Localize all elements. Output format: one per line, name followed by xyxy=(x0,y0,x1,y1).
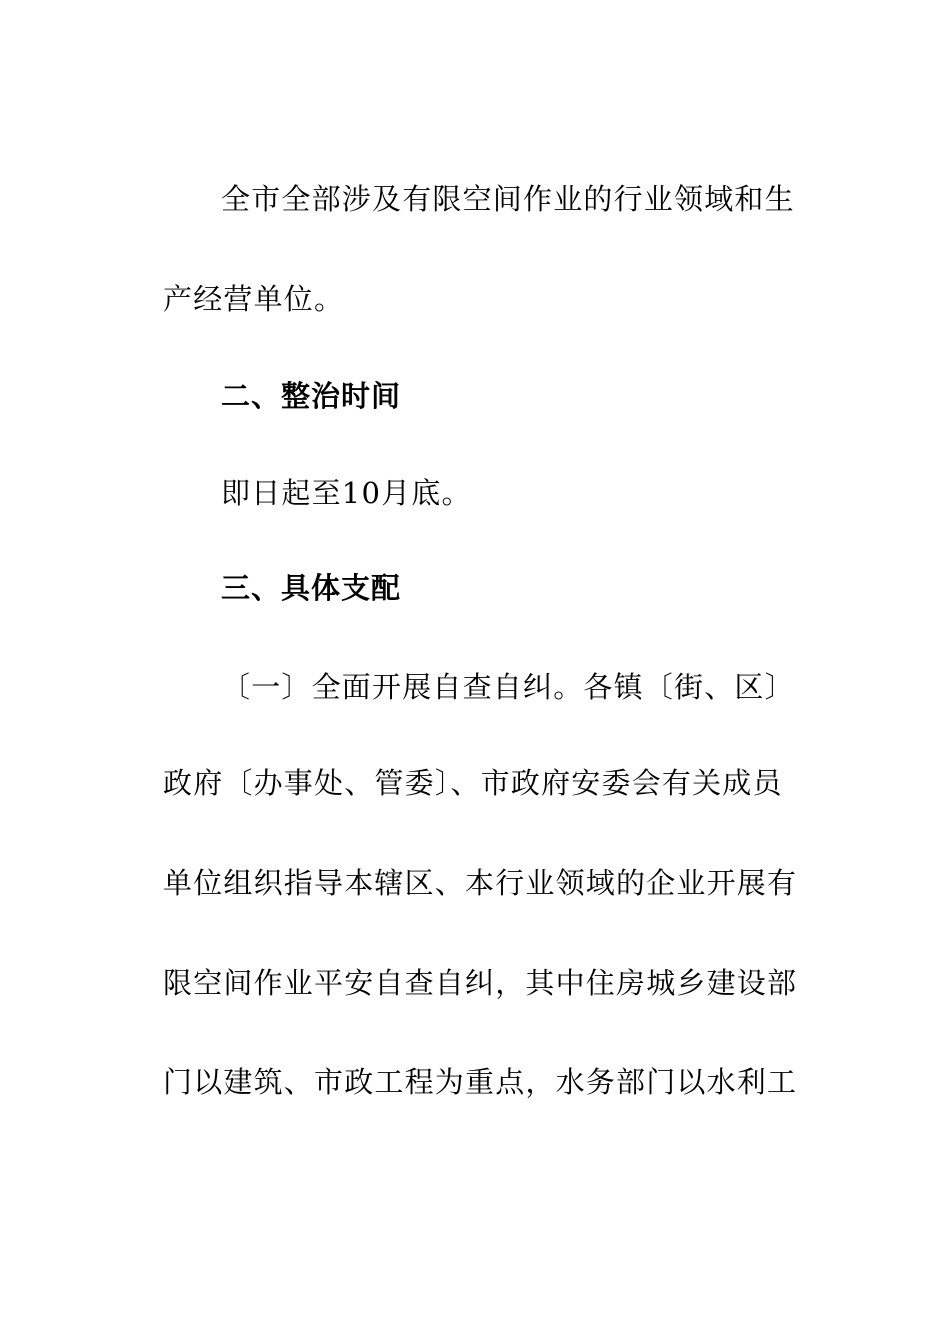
section-heading-3: 三、具体支配 xyxy=(221,571,402,605)
body-line-5: 政府〔办事处、管委〕、市政府安委会有关成员 xyxy=(163,766,783,800)
body-line-8: 门以建筑、市政工程为重点，水务部门以水利工 xyxy=(163,1065,798,1099)
body-line-4: 〔一〕全面开展自查自纠。各镇〔街、区〕 xyxy=(221,670,795,704)
body-line-6: 单位组织指导本辖区、本行业领域的企业开展有 xyxy=(163,866,798,900)
body-line-1: 全市全部涉及有限空间作业的行业领域和生 xyxy=(221,182,795,216)
body-line-3: 即日起至10月底。 xyxy=(221,476,472,510)
body-line-2: 产经营单位。 xyxy=(163,282,345,316)
body-line-7: 限空间作业平安自查自纠，其中住房城乡建设部 xyxy=(163,966,798,1000)
section-heading-2: 二、整治时间 xyxy=(221,379,402,413)
